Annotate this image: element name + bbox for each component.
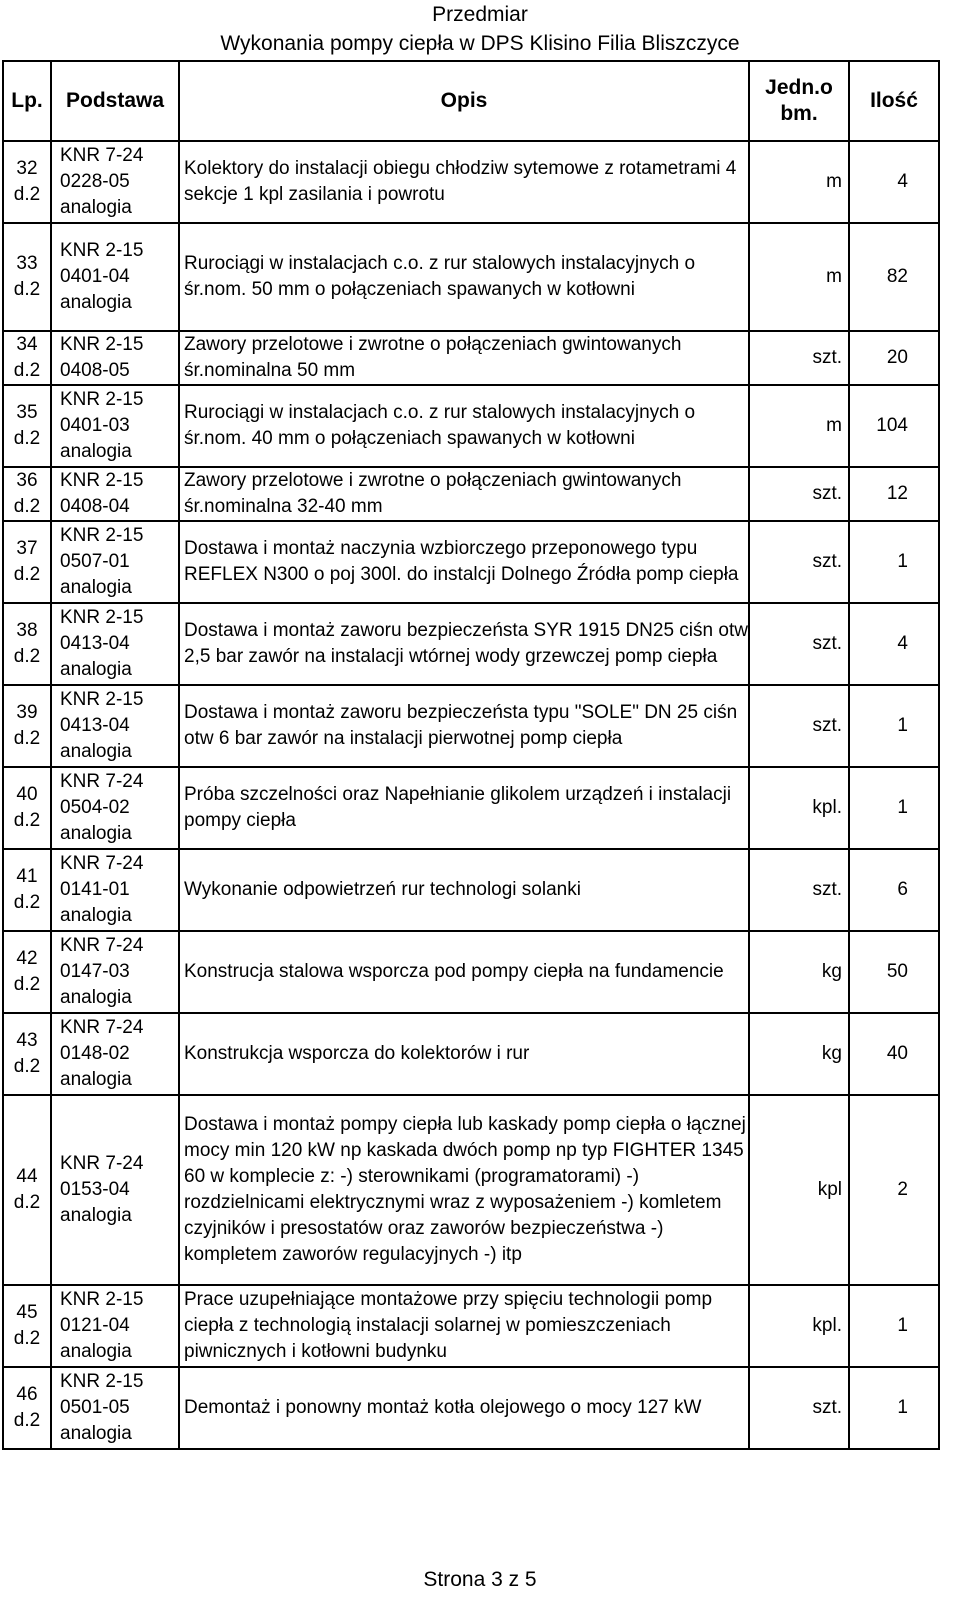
table-row bbox=[3, 467, 939, 521]
row-unit-cell: m bbox=[749, 385, 849, 467]
row-opis-cell: Zawory przelotowe i zwrotne o połączeniach gwintowanych śr.nominalna 50 mm bbox=[179, 331, 749, 385]
header-lp: Lp. bbox=[3, 61, 51, 141]
row-quantity-cell: 82 bbox=[849, 223, 939, 331]
row-unit-cell: szt. bbox=[749, 521, 849, 603]
row-podstawa-cell: KNR 2-15 0507-01 analogia bbox=[51, 521, 179, 603]
bill-of-quantities-table bbox=[2, 60, 940, 1450]
table-header-row bbox=[3, 61, 939, 141]
table-row bbox=[3, 603, 939, 685]
page-number: Strona 3 z 5 bbox=[423, 1568, 537, 1591]
row-quantity-cell: 50 bbox=[849, 931, 939, 1013]
header-jedn: Jedn.o bm. bbox=[749, 61, 849, 141]
row-unit-cell: kg bbox=[749, 931, 849, 1013]
row-unit-cell: kpl. bbox=[749, 1285, 849, 1367]
row-unit-cell: szt. bbox=[749, 603, 849, 685]
row-podstawa-cell: KNR 7-24 0504-02 analogia bbox=[51, 767, 179, 849]
row-lp-cell: 45 d.2 bbox=[3, 1285, 51, 1367]
row-lp-cell: 32 d.2 bbox=[3, 141, 51, 223]
table-row bbox=[3, 849, 939, 931]
row-lp-cell: 36 d.2 bbox=[3, 467, 51, 521]
table-row bbox=[3, 1095, 939, 1285]
table-row bbox=[3, 521, 939, 603]
row-lp-cell: 43 d.2 bbox=[3, 1013, 51, 1095]
row-podstawa-cell: KNR 7-24 0153-04 analogia bbox=[51, 1095, 179, 1285]
table-row bbox=[3, 331, 939, 385]
table-row bbox=[3, 931, 939, 1013]
row-quantity-cell: 12 bbox=[849, 467, 939, 521]
row-unit-cell: szt. bbox=[749, 1367, 849, 1449]
table-row bbox=[3, 1367, 939, 1449]
row-opis-cell: Dostawa i montaż zaworu bezpieczeństa SYR 1915 DN25 ciśn otw 2,5 bar zawór na instalacji wtórnej wody grzewczej pomp ciepła bbox=[179, 603, 749, 685]
row-podstawa-cell: KNR 2-15 0401-03 analogia bbox=[51, 385, 179, 467]
row-podstawa-cell: KNR 2-15 0408-04 bbox=[51, 467, 179, 521]
row-unit-cell: m bbox=[749, 223, 849, 331]
row-opis-cell: Konstrukcja wsporcza do kolektorów i rur bbox=[179, 1013, 749, 1095]
row-quantity-cell: 1 bbox=[849, 1367, 939, 1449]
table-row bbox=[3, 223, 939, 331]
row-unit-cell: szt. bbox=[749, 849, 849, 931]
header-podstawa: Podstawa bbox=[51, 61, 179, 141]
row-opis-cell: Próba szczelności oraz Napełnianie glikolem urządzeń i instalacji pompy ciepła bbox=[179, 767, 749, 849]
row-podstawa-cell: KNR 7-24 0148-02 analogia bbox=[51, 1013, 179, 1095]
row-opis-cell: Rurociągi w instalacjach c.o. z rur stalowych instalacyjnych o śr.nom. 40 mm o połączeniach spawanych w kotłowni bbox=[179, 385, 749, 467]
row-podstawa-cell: KNR 2-15 0408-05 bbox=[51, 331, 179, 385]
row-opis-cell: Dostawa i montaż pompy ciepła lub kaskady pomp ciepła o łącznej mocy min 120 kW np kaskada dwóch pomp np typ FIGHTER 1345 60 w komplecie z: -) sterownikami (programatorami) -) rozdzielnicami elektrycznymi wraz z wyposażeniem -) komletem czyjników i presostatów oraz zaworów bezpieczeństwa -) kompletem zaworów regulacyjnych -) itp bbox=[179, 1095, 749, 1285]
row-opis-cell: Dostawa i montaż naczynia wzbiorczego przeponowego typu REFLEX N300 o poj 300l. do instalcji Dolnego Źródła pomp ciepła bbox=[179, 521, 749, 603]
header-opis: Opis bbox=[179, 61, 749, 141]
table-row bbox=[3, 685, 939, 767]
row-lp-cell: 33 d.2 bbox=[3, 223, 51, 331]
row-opis-cell: Wykonanie odpowietrzeń rur technologi solanki bbox=[179, 849, 749, 931]
row-unit-cell: kpl. bbox=[749, 767, 849, 849]
row-podstawa-cell: KNR 2-15 0413-04 analogia bbox=[51, 603, 179, 685]
row-quantity-cell: 4 bbox=[849, 603, 939, 685]
row-opis-cell: Dostawa i montaż zaworu bezpieczeństa typu "SOLE" DN 25 ciśn otw 6 bar zawór na instalacji pierwotnej pomp ciepła bbox=[179, 685, 749, 767]
row-podstawa-cell: KNR 7-24 0147-03 analogia bbox=[51, 931, 179, 1013]
row-quantity-cell: 1 bbox=[849, 1285, 939, 1367]
row-opis-cell: Konstrucja stalowa wsporcza pod pompy ciepła na fundamencie bbox=[179, 931, 749, 1013]
row-quantity-cell: 40 bbox=[849, 1013, 939, 1095]
row-lp-cell: 38 d.2 bbox=[3, 603, 51, 685]
row-opis-cell: Zawory przelotowe i zwrotne o połączeniach gwintowanych śr.nominalna 32-40 mm bbox=[179, 467, 749, 521]
table-row bbox=[3, 385, 939, 467]
row-podstawa-cell: KNR 7-24 0228-05 analogia bbox=[51, 141, 179, 223]
row-quantity-cell: 1 bbox=[849, 767, 939, 849]
row-lp-cell: 42 d.2 bbox=[3, 931, 51, 1013]
table-row bbox=[3, 141, 939, 223]
row-quantity-cell: 104 bbox=[849, 385, 939, 467]
row-podstawa-cell: KNR 2-15 0121-04 analogia bbox=[51, 1285, 179, 1367]
row-podstawa-cell: KNR 2-15 0413-04 analogia bbox=[51, 685, 179, 767]
row-lp-cell: 44 d.2 bbox=[3, 1095, 51, 1285]
row-lp-cell: 35 d.2 bbox=[3, 385, 51, 467]
row-opis-cell: Demontaż i ponowny montaż kotła olejowego o mocy 127 kW bbox=[179, 1367, 749, 1449]
row-lp-cell: 40 d.2 bbox=[3, 767, 51, 849]
table-row bbox=[3, 1285, 939, 1367]
row-opis-cell: Kolektory do instalacji obiegu chłodziw sytemowe z rotametrami 4 sekcje 1 kpl zasilania i powrotu bbox=[179, 141, 749, 223]
row-quantity-cell: 20 bbox=[849, 331, 939, 385]
table-row bbox=[3, 1013, 939, 1095]
row-unit-cell: szt. bbox=[749, 685, 849, 767]
row-quantity-cell: 4 bbox=[849, 141, 939, 223]
row-unit-cell: kpl bbox=[749, 1095, 849, 1285]
row-lp-cell: 46 d.2 bbox=[3, 1367, 51, 1449]
row-lp-cell: 39 d.2 bbox=[3, 685, 51, 767]
row-opis-cell: Rurociągi w instalacjach c.o. z rur stalowych instalacyjnych o śr.nom. 50 mm o połączeniach spawanych w kotłowni bbox=[179, 223, 749, 331]
row-lp-cell: 41 d.2 bbox=[3, 849, 51, 931]
row-quantity-cell: 6 bbox=[849, 849, 939, 931]
row-unit-cell: kg bbox=[749, 1013, 849, 1095]
row-quantity-cell: 1 bbox=[849, 521, 939, 603]
row-unit-cell: szt. bbox=[749, 331, 849, 385]
table-row bbox=[3, 767, 939, 849]
row-quantity-cell: 2 bbox=[849, 1095, 939, 1285]
row-unit-cell: m bbox=[749, 141, 849, 223]
document-subtitle: Wykonania pompy ciepła w DPS Klisino Filia Bliszczyce bbox=[220, 32, 740, 55]
row-lp-cell: 37 d.2 bbox=[3, 521, 51, 603]
row-unit-cell: szt. bbox=[749, 467, 849, 521]
document-title: Przedmiar bbox=[432, 3, 528, 26]
header-ilosc: Ilość bbox=[849, 61, 939, 141]
row-opis-cell: Prace uzupełniające montażowe przy spięciu technologii pomp ciepła z technologią instalacji solarnej w pomieszczeniach piwnicznych i kotłowni budynku bbox=[179, 1285, 749, 1367]
row-podstawa-cell: KNR 2-15 0401-04 analogia bbox=[51, 223, 179, 331]
row-quantity-cell: 1 bbox=[849, 685, 939, 767]
row-lp-cell: 34 d.2 bbox=[3, 331, 51, 385]
row-podstawa-cell: KNR 7-24 0141-01 analogia bbox=[51, 849, 179, 931]
row-podstawa-cell: KNR 2-15 0501-05 analogia bbox=[51, 1367, 179, 1449]
